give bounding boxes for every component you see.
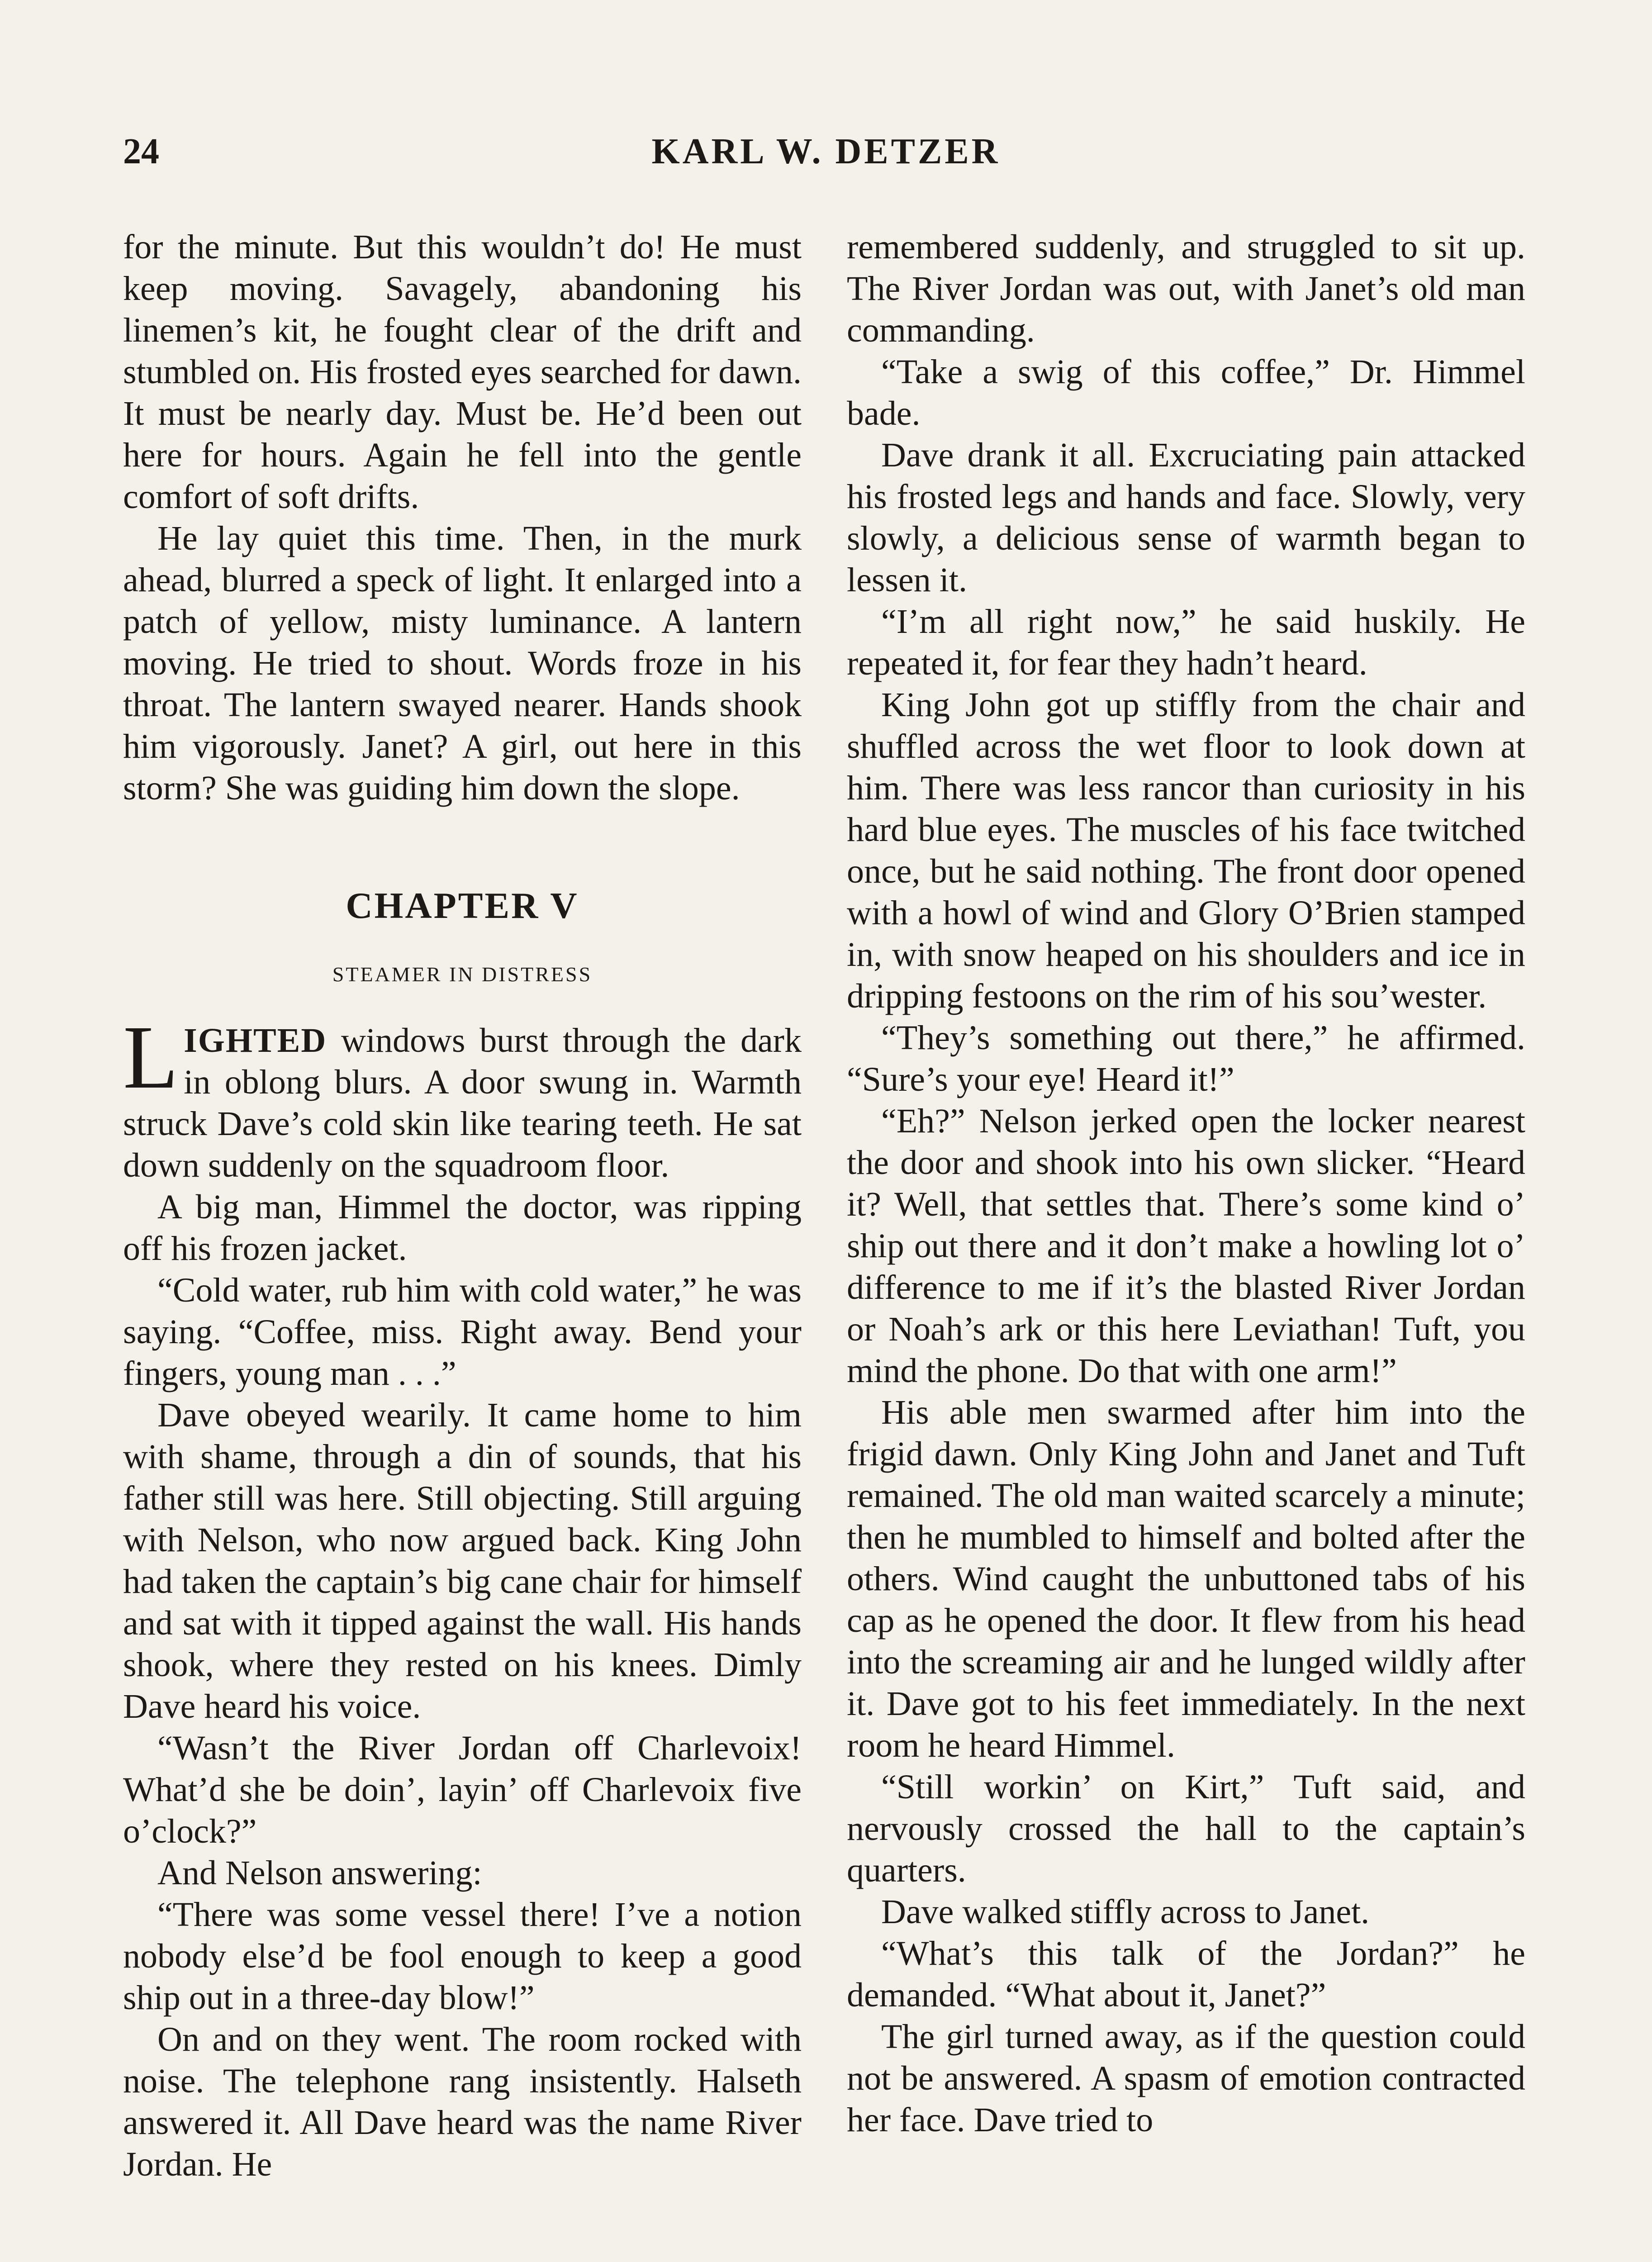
paragraph: “They’s something out there,” he affirmed. “Sure’s your eye! Heard it!”: [847, 1019, 1525, 1098]
paragraph: The girl turned away, as if the question could not be answered. A spasm of emotion contracted her face. Dave tried to: [847, 2018, 1525, 2139]
page-number: 24: [123, 132, 159, 171]
paragraph: “There was some vessel there! I’ve a notion nobody else’d be fool enough to keep a good ship out in a three-day blow!”: [123, 1896, 802, 2017]
paragraph: “What’s this talk of the Jordan?” he demanded. “What about it, Janet?”: [847, 1934, 1525, 2014]
paragraph: “Cold water, rub him with cold water,” he was saying. “Coffee, miss. Right away. Bend your fingers, young man . . .”: [123, 1271, 802, 1392]
paragraph: On and on they went. The room rocked with noise. The telephone rang insistently. Halseth answered it. All Dave heard was the name River Jordan. He: [123, 2020, 802, 2183]
chapter-subtitle: STEAMER IN DISTRESS: [332, 963, 593, 986]
author-header: KARL W. DETZER: [651, 132, 1001, 171]
paragraph: A big man, Himmel the doctor, was ripping off his frozen jacket.: [123, 1188, 802, 1268]
paragraph: Dave walked stiffly across to Janet.: [881, 1893, 1370, 1931]
paragraph: King John got up stiffly from the chair and shuffled across the wet floor to look down at him. There was less rancor than curiosity in his hard blue eyes. The muscles of his face twitched once, but he said nothing. The front door opened with a howl of wind and Glory O’Brien stamped in, with snow heaped on his shoulders and ice in dripping festoons on the rim of his sou’wester.: [847, 686, 1525, 1015]
running-head: [123, 131, 1529, 185]
paragraph: “Wasn’t the River Jordan off Charlevoix! What’d she be doin’, layin’ off Charlevoix five o’clock?”: [123, 1729, 802, 1850]
paragraph: “Take a swig of this coffee,” Dr. Himmel bade.: [847, 353, 1525, 432]
paragraph: for the minute. But this wouldn’t do! He must keep moving. Savagely, abandoning his linemen’s kit, he fought clear of the drift and stumbled on. His frosted eyes searched for dawn. It must be nearly day. Must be. He’d been out here for hours. Again he fell into the gentle comfort of soft drifts.: [123, 228, 802, 516]
paragraph: “I’m all right now,” he said huskily. He repeated it, for fear they hadn’t heard.: [847, 603, 1525, 682]
opening-text: windows burst through the dark in oblong blurs. A door swung in. Warmth struck Dave’s cold skin like tearing teeth. He sat down suddenly on the squadroom floor.: [123, 1022, 802, 1184]
paragraph: Dave drank it all. Excruciating pain attacked his frosted legs and hands and face. Slowly, very slowly, a delicious sense of warmth began to lessen it.: [847, 436, 1525, 599]
right-column: [847, 226, 1525, 2141]
drop-cap: L: [123, 1007, 179, 1107]
chapter-opening-paragraph: [123, 1007, 802, 1186]
paragraph: “Eh?” Nelson jerked open the locker nearest the door and shook into his own slicker. “Heard it? Well, that settles that. There’s some kind o’ ship out there and it don’t make a howling lot o’ difference to me if it’s the blasted River Jordan or Noah’s ark or this here Leviathan! Tuft, you mind the phone. Do that with one arm!”: [847, 1102, 1525, 1390]
opening-lead-word: IGHTED: [184, 1022, 327, 1060]
paragraph: And Nelson answering:: [157, 1854, 482, 1892]
paragraph: He lay quiet this time. Then, in the murk ahead, blurred a speck of light. It enlarged into a patch of yellow, misty luminance. A lantern moving. He tried to shout. Words froze in his throat. The lantern swayed nearer. Hands shook him vigorously. Janet? A girl, out here in this storm? She was guiding him down the slope.: [123, 519, 802, 807]
chapter-title: CHAPTER V: [346, 885, 579, 926]
paragraph: Dave obeyed wearily. It came home to him with shame, through a din of sounds, that his father still was here. Still objecting. Still arguing with Nelson, who now argued back. King John had taken the captain’s big cane chair for himself and sat with it tipped against the wall. His hands shook, where they rested on his knees. Dimly Dave heard his voice.: [123, 1396, 802, 1725]
paragraph: remembered suddenly, and struggled to sit up. The River Jordan was out, with Janet’s old man commanding.: [847, 228, 1525, 349]
paragraph: His able men swarmed after him into the frigid dawn. Only King John and Janet and Tuft remained. The old man waited scarcely a minute; then he mumbled to himself and bolted after the others. Wind caught the unbuttoned tabs of his cap as he opened the door. It flew from his head into the screaming air and he lunged wildly after it. Dave got to his feet immediately. In the next room he heard Himmel.: [847, 1393, 1525, 1764]
left-column: [123, 226, 802, 2185]
paragraph: “Still workin’ on Kirt,” Tuft said, and nervously crossed the hall to the captain’s quarters.: [847, 1768, 1525, 1889]
